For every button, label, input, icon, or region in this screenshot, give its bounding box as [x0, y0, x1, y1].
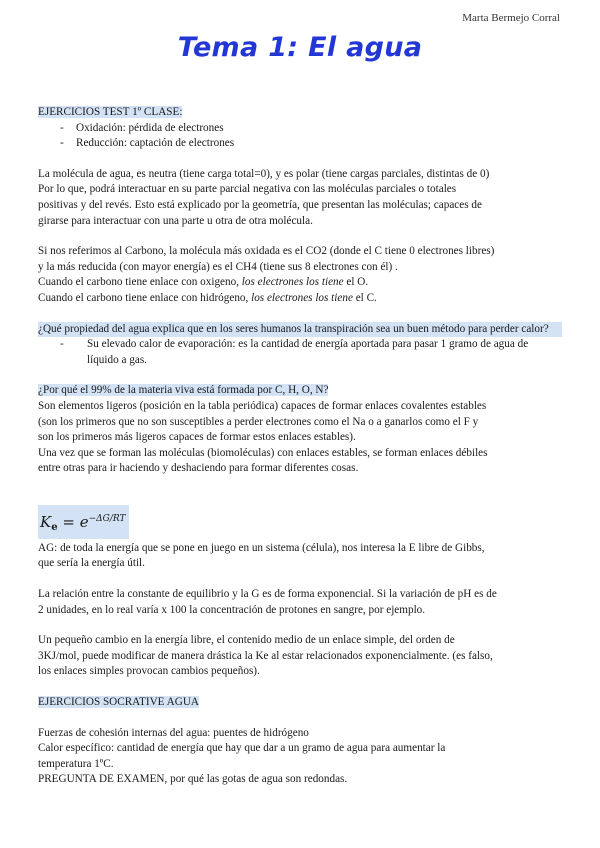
text-line: son los primeros más ligeros capaces de formar estos enlaces estables). [38, 431, 356, 444]
question-transpiration: ¿Qué propiedad del agua explica que en los seres humanos la transpiración sea un buen método para perder calor? [38, 322, 562, 338]
paragraph-exponential [38, 587, 562, 618]
text-line: Un pequeño cambio en la energía libre, el contenido medio de un enlace simple, del orden de [38, 634, 455, 647]
paragraph-free-energy [38, 633, 562, 680]
text-line [38, 275, 562, 291]
document-body [38, 105, 562, 788]
question-elements [38, 383, 562, 399]
paragraph-cohesion [38, 726, 562, 788]
equilibrium-formula [38, 505, 129, 539]
text-line: Son elementos ligeros (posición en la tabla periódica) capaces de formar enlaces covalentes estables [38, 399, 487, 412]
paragraph-carbon [38, 244, 562, 306]
section-heading-test: EJERCICIOS TEST 1º CLASE: [38, 106, 183, 118]
text-line: AG: de toda la energía que se pone en juego en un sistema (célula), nos interesa la E libre de Gibbs, [38, 541, 485, 554]
list-item: - Su elevado calor de evaporación: es la cantidad de energía aportada para pasar 1 gramo de agua de líquido a gas. [60, 337, 562, 368]
text-line: temperatura 1ºC. [38, 757, 114, 770]
text-line: (son los primeros que no son susceptibles a perder electrones como el Na o a ganarlos como el F y [38, 415, 479, 428]
text-fragment: Cuando el carbono tiene enlace con hidrógeno, [38, 291, 252, 304]
list-item: - Reducción: captación de electrones [60, 136, 562, 152]
text-line: que sería la energía útil. [38, 557, 145, 570]
paragraph-water-polarity [38, 167, 562, 229]
text-line: Fuerzas de cohesión internas del agua: puentes de hidrógeno [38, 726, 309, 739]
paragraph-light-elements [38, 399, 562, 477]
text-line: los enlaces simples provocan cambios pequeños). [38, 665, 260, 678]
formula-base: e [79, 512, 89, 531]
section-test-exercises [38, 105, 562, 121]
redox-list [38, 121, 562, 152]
text-line: Por lo que, podrá interactuar en su parte parcial negativa con las moléculas parciales o totales [38, 183, 457, 196]
text-line: entre otras para ir haciendo y deshaciendo para formar diferentes cosas. [38, 462, 359, 475]
text-line: y la más reducida (con mayor energía) es el CH4 (tiene sus 8 electrones con él) . [38, 260, 398, 273]
formula-k: K [40, 512, 52, 531]
formula-subscript: e [51, 521, 58, 533]
formula-exponent: −ΔG/RT [88, 513, 126, 524]
answer-list [38, 337, 562, 368]
text-line: La molécula de agua, es neutra (tiene carga total=0), y es polar (tiene cargas parciales, distintas de 0) [38, 167, 490, 180]
text-line: Una vez que se forman las moléculas (biomoléculas) con enlaces estables, se forman enlaces débiles [38, 446, 488, 459]
text-line [38, 291, 562, 307]
text-line: Si nos referimos al Carbono, la molécula más oxidada es el CO2 (donde el C tiene 0 electrones libres) [38, 245, 495, 258]
italic-fragment: los electrones los tiene [251, 291, 353, 304]
equilibrium-formula-row [38, 505, 562, 539]
section-socrative [38, 695, 562, 711]
italic-fragment: los electrones los tiene [241, 276, 344, 289]
text-line: La relación entre la constante de equilibrio y la G es de forma exponencial. Si la variación de pH es de [38, 588, 497, 601]
author-name: Marta Bermejo Corral [462, 12, 560, 24]
section-heading-socrative: EJERCICIOS SOCRATIVE AGUA [38, 696, 199, 709]
text-line: Calor específico: cantidad de energía que hay que dar a un gramo de agua para aumentar la [38, 742, 446, 755]
question-heading: ¿Por qué el 99% de la materia viva está formada por C, H, O, N? [38, 384, 329, 397]
text-line: 3KJ/mol, puede modificar de manera drástica la Ke al estar relacionados exponencialmente. (es falso, [38, 649, 493, 662]
list-item: - Oxidación: pérdida de electrones [60, 121, 562, 137]
text-fragment: el O. [343, 276, 369, 289]
text-fragment: el C. [352, 291, 377, 304]
paragraph-gibbs [38, 541, 562, 572]
text-fragment: Cuando el carbono tiene enlace con oxigeno, [38, 276, 242, 289]
text-line: PREGUNTA DE EXAMEN, por qué las gotas de agua son redondas. [38, 773, 348, 786]
text-line: positivas y del revés. Esto está explicado por la geometría, que presentan las moléculas; capaces de [38, 198, 482, 211]
text-line: girarse para interactuar con una parte u otra de otra molécula. [38, 214, 313, 227]
page-title: Tema 1: El agua [177, 32, 423, 63]
formula-equals: = [57, 512, 80, 531]
text-line: 2 unidades, en lo real varía x 100 la concentración de protones en sangre, por ejemplo. [38, 603, 426, 616]
